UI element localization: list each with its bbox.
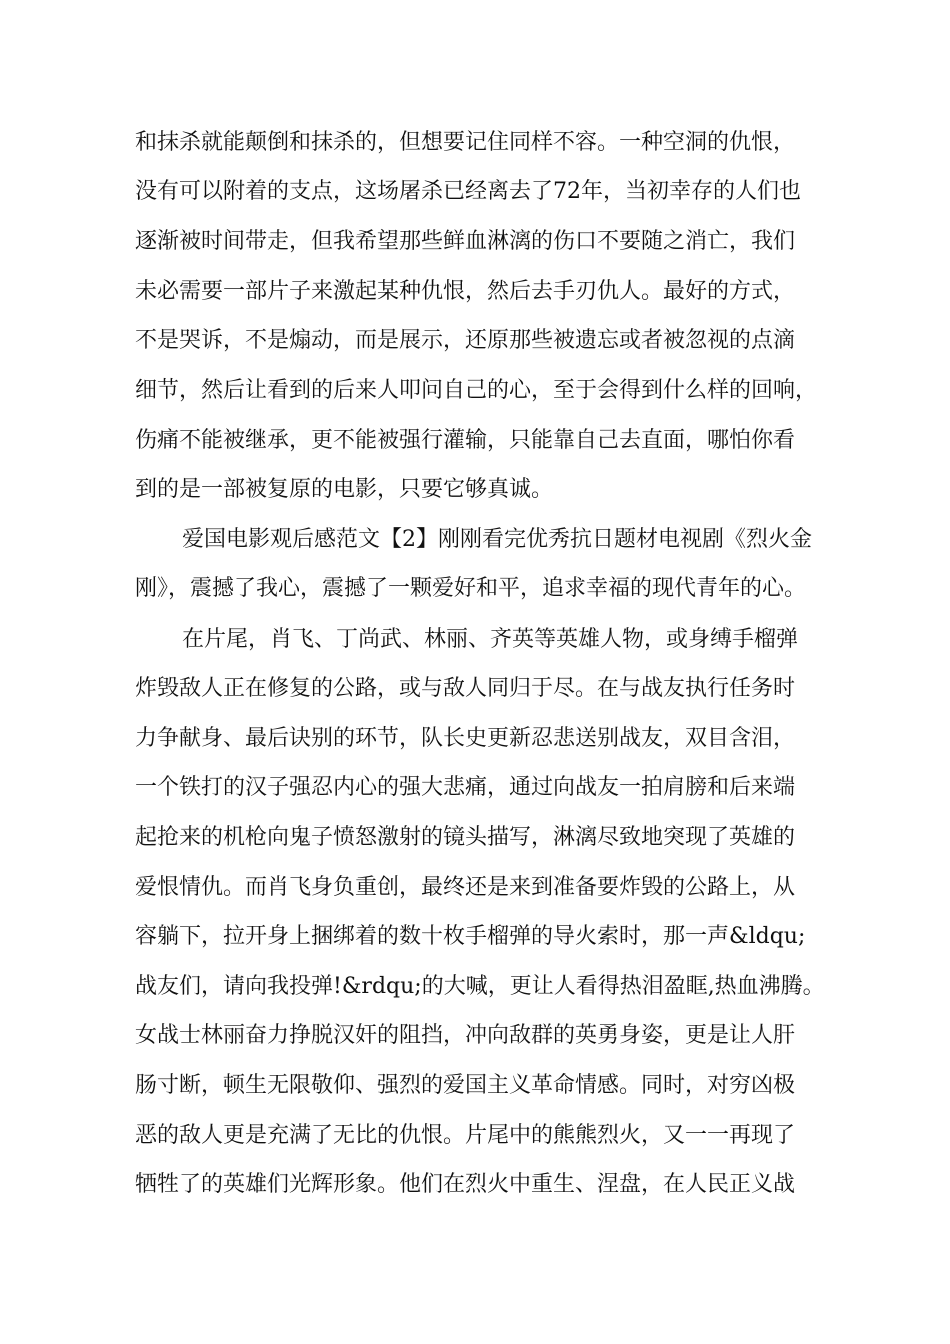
- text-line: 战友们，请向我投弹!&rdqu;的大喊，更让人看得热泪盈眶,热血沸腾。: [135, 974, 825, 999]
- text-line: 没有可以附着的支点，这场屠杀已经离去了72年，当初幸存的人们也: [135, 179, 801, 204]
- text-line: 炸毁敌人正在修复的公路，或与敌人同归于尽。在与战友执行任务时: [135, 676, 796, 701]
- paragraph-first-line: 在片尾，肖飞、丁尚武、林丽、齐英等英雄人物，或身缚手榴弹: [182, 627, 799, 652]
- text-line: 牺牲了的英雄们光辉形象。他们在烈火中重生、涅盘，在人民正义战: [135, 1172, 796, 1197]
- text-line: 刚》，震撼了我心，震撼了一颗爱好和平，追求幸福的现代青年的心。: [135, 576, 807, 601]
- text-line: 细节，然后让看到的后来人叩问自己的心，至于会得到什么样的回响，: [135, 378, 818, 403]
- text-line: 不是哭诉，不是煽动，而是展示，还原那些被遗忘或者被忽视的点滴: [135, 328, 796, 353]
- text-line: 未必需要一部片子来激起某种仇恨，然后去手刃仇人。最好的方式，: [135, 279, 796, 304]
- text-line: 爱恨情仇。而肖飞身负重创，最终还是来到准备要炸毁的公路上，从: [135, 875, 796, 900]
- text-line: 力争献身、最后诀别的环节，队长史更新忍悲送别战友，双目含泪，: [135, 726, 796, 751]
- text-line: 一个铁打的汉子强忍内心的强大悲痛，通过向战友一拍肩膀和后来端: [135, 775, 796, 800]
- text-line: 容躺下，拉开身上捆绑着的数十枚手榴弹的导火索时，那一声&ldqu;: [135, 924, 806, 949]
- text-line: 伤痛不能被继承，更不能被强行灌输，只能靠自己去直面，哪怕你看: [135, 428, 796, 453]
- text-line: 起抢来的机枪向鬼子愤怒激射的镜头描写，淋漓尽致地突现了英雄的: [135, 825, 796, 850]
- text-line: 恶的敌人更是充满了无比的仇恨。片尾中的熊熊烈火，又一一再现了: [135, 1123, 796, 1148]
- text-line: 逐渐被时间带走，但我希望那些鲜血淋漓的伤口不要随之消亡，我们: [135, 229, 796, 254]
- text-line: 女战士林丽奋力挣脱汉奸的阻挡，冲向敌群的英勇身姿，更是让人肝: [135, 1023, 796, 1048]
- paragraph-first-line: 爱国电影观后感范文【2】刚刚看完优秀抗日题材电视剧《烈火金: [182, 527, 812, 552]
- text-line: 到的是一部被复原的电影，只要它够真诚。: [135, 477, 554, 502]
- text-line: 肠寸断，顿生无限敬仰、强烈的爱国主义革命情感。同时，对穷凶极: [135, 1073, 796, 1098]
- text-line: 和抹杀就能颠倒和抹杀的，但想要记住同样不容。一种空洞的仇恨，: [135, 130, 796, 155]
